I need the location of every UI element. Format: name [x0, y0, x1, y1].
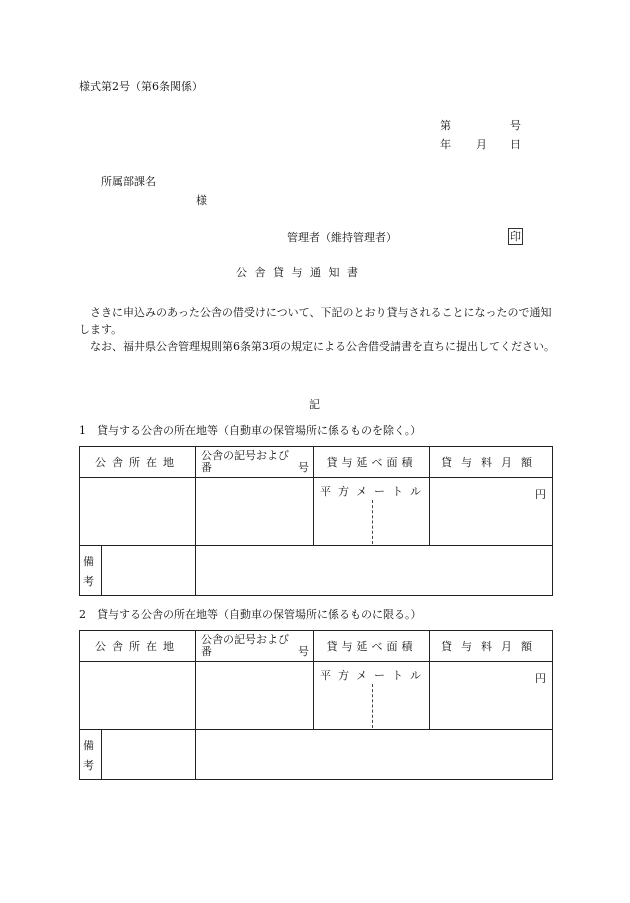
dashed-divider — [372, 684, 373, 728]
seal-label: 印 — [510, 230, 521, 243]
fee-unit: 円 — [535, 672, 546, 685]
remarks-cell-ext[interactable] — [196, 730, 553, 780]
addressee-sama: 様 — [196, 194, 207, 207]
col-location-header: 公舎所在地 — [95, 456, 180, 469]
col-area-header: 貸与延べ面積 — [326, 640, 417, 653]
area-unit: 平方メートル — [320, 485, 428, 498]
kigo-cell[interactable] — [196, 478, 314, 546]
body-paragraph-1: さきに申込みのあった公舎の借受けについて、下記のとおり貸与されることになったので通知します。 — [79, 306, 552, 336]
col-fee-header: 貸与料月額 — [441, 640, 541, 653]
remarks-cell[interactable] — [101, 730, 195, 779]
fee-cell[interactable] — [430, 662, 552, 686]
remarks-cell[interactable] — [101, 546, 195, 595]
location-cell[interactable] — [80, 478, 196, 546]
remarks-cell-ext[interactable] — [196, 546, 553, 596]
fee-cell[interactable] — [430, 478, 552, 502]
col-kigo-header: 公舎の記号および 番 号 — [201, 633, 309, 658]
location-cell[interactable] — [80, 662, 196, 730]
number-suffix: 号 — [510, 119, 521, 132]
section-1-heading: 1 貸与する公舎の所在地等（自動車の保管場所に係るものを除く。） — [79, 424, 422, 437]
addressee-dept: 所属部課名 — [101, 175, 156, 188]
col-location-header: 公舎所在地 — [95, 640, 180, 653]
doc-title: 公 舎 貸 与 通 知 書 — [236, 266, 360, 279]
area-unit: 平方メートル — [320, 669, 428, 682]
body-paragraph-2: なお、福井県公舎管理規則第6条第3項の規定による公舎借受請書を直ちに提出してください。 — [90, 340, 555, 353]
area-cell[interactable] — [314, 478, 429, 545]
area-cell[interactable] — [314, 662, 429, 729]
ki-marker: 記 — [309, 398, 320, 411]
kigo-cell[interactable] — [196, 662, 314, 730]
dashed-divider — [372, 500, 373, 544]
col-fee-header: 貸与料月額 — [441, 456, 541, 469]
date-month: 月 — [476, 138, 487, 151]
col-area-header: 貸与延べ面積 — [326, 456, 417, 469]
remarks-label: 備考 — [83, 555, 94, 588]
seal-mark — [508, 231, 523, 242]
form-label: 様式第2号（第6条関係） — [79, 80, 203, 93]
section-2-table — [79, 630, 553, 780]
col-kigo-header: 公舎の記号および 番 号 — [201, 449, 309, 474]
section-1-table — [79, 446, 553, 596]
date-day: 日 — [510, 138, 521, 151]
fee-unit: 円 — [535, 488, 546, 501]
remarks-label: 備考 — [83, 739, 94, 772]
number-prefix: 第 — [440, 119, 451, 132]
date-year: 年 — [440, 138, 451, 151]
sender-title: 管理者（維持管理者） — [287, 231, 397, 244]
body-text — [79, 304, 559, 355]
section-2-heading: 2 貸与する公舎の所在地等（自動車の保管場所に係るものに限る。） — [79, 608, 422, 621]
